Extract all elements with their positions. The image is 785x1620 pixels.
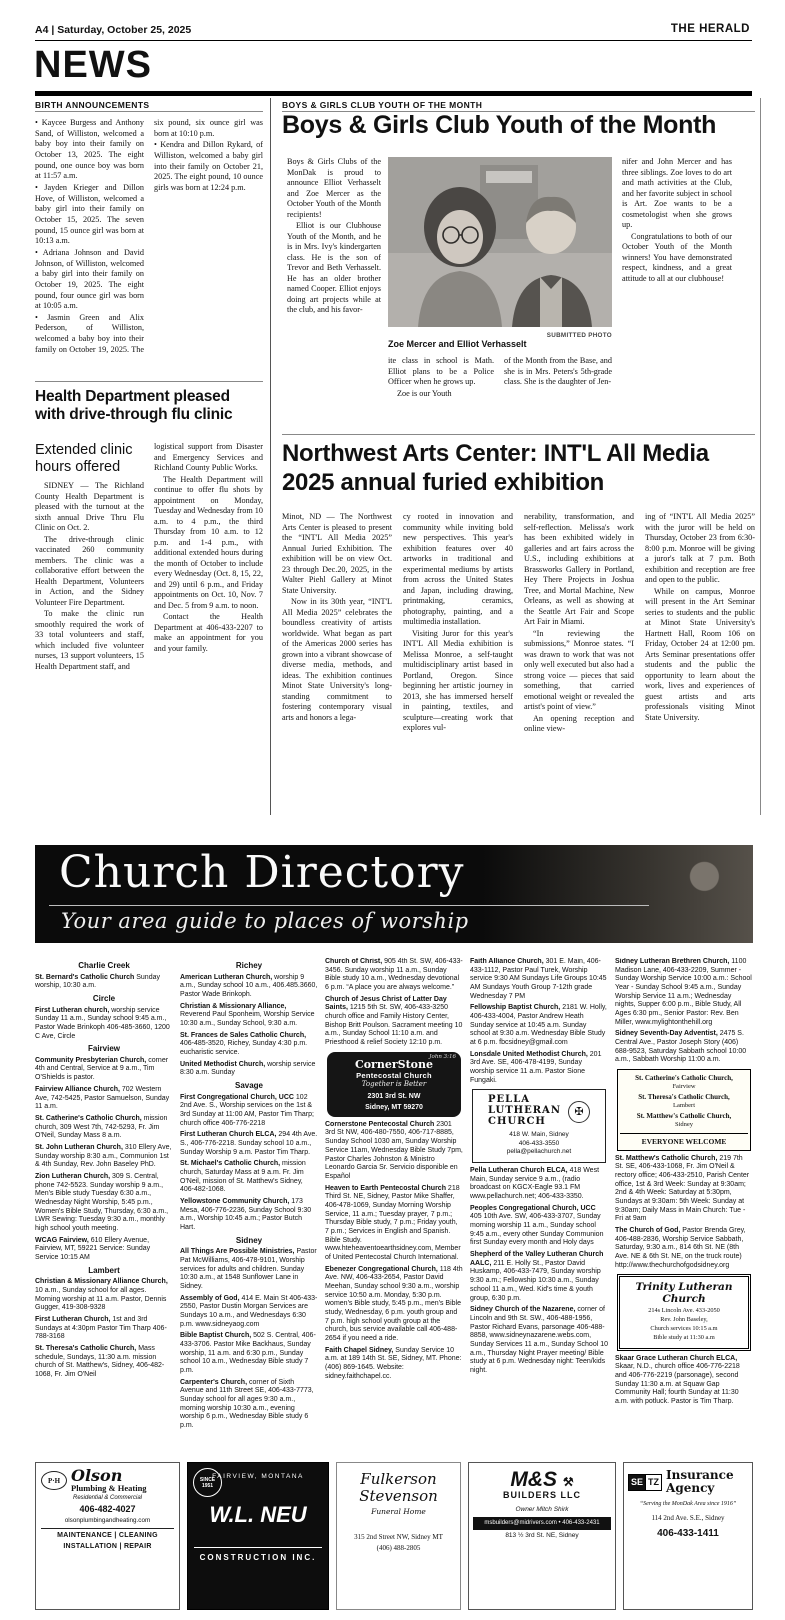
directory-column-5 — [615, 958, 753, 1455]
pella-name-line: LUTHERAN — [488, 1105, 561, 1117]
olson-plumbing-ad — [35, 1462, 180, 1610]
church-listing: Fairview Alliance Church, 702 Western Ave, 742-5425, Pastor Samuelson, Sunday 11 a.m. — [35, 1085, 170, 1111]
article-paragraph: logistical support from Disaster and Emergency Services and Richland County Public Works. — [154, 442, 263, 472]
church-listing: Faith Alliance Church, 301 E. Main, 406-433-1112, Pastor Paul Turek, Worship service 9:30 AM Sundays Life Groups 10:45 AM Sundays Youth Group 7-12th grade Wednesday 7 PM — [470, 958, 607, 1000]
advertising-row — [35, 1462, 753, 1610]
article-paragraph: The Health Department will continue to offer flu shots by appointment on Monday, Tuesday and Wednesday from 10 a.m. to 4 p.m., the third Thursday from 10 a.m. to 12 p.m. and 1-4 p.m., with additional extended hours during the month of October to include every Wednesday (Oct. 8, 15, 22, and 29) until 6 p.m., and Friday appointments on Oct. 10, Nov. 7 and Dec. 5 from 9 a.m. to noon. — [154, 474, 263, 610]
directory-column-4 — [470, 958, 608, 1455]
wl-neu-construction-ad — [187, 1462, 329, 1610]
ms-builders-owner: Owner Mitch Shirk — [515, 1505, 569, 1513]
masthead-title: THE HERALD — [670, 23, 750, 35]
directory-column-1 — [35, 958, 173, 1455]
boys-article-column-3 — [504, 356, 612, 432]
banner-title: Church Directory — [59, 847, 465, 898]
fulkerson-name-1: Fulkerson — [360, 1470, 437, 1488]
photo-credit: SUBMITTED PHOTO — [546, 332, 612, 339]
birth-announcements-list — [35, 118, 263, 376]
column-divider — [760, 98, 761, 815]
cornerstone-church-ad — [327, 1052, 461, 1117]
welcome-church-town: Lambert — [672, 1102, 696, 1109]
article-paragraph: Congratulations to both of our October Youth of the Month winners! You have demonstrated respect, kindness, and a great attitude to all at our clubhouse! — [622, 231, 732, 283]
church-listing: Shepherd of the Valley Lutheran Church AALC, 211 E. Holly St., Pastor David Huskamp, 406-433-7479, Sunday worship 9:30 a.m.; Fellowship 10:30 a.m., Sunday school 11 a.m., Wed. Kid's time & youth group, 6:30 p.m. — [470, 1251, 604, 1302]
article-paragraph: ite class in school is Math. Elliot plans to be a Police Officer when he grows up. — [388, 356, 494, 386]
arts-article-column-4 — [645, 512, 755, 814]
church-listing: St. Catherine's Catholic Church, mission church, 309 West 7th, 742-5293, Fr. Jim O'Neil, Sunday Mass 8 a.m. — [35, 1114, 168, 1140]
cornerstone-subtitle: Pentecostal Church — [356, 1070, 432, 1080]
olson-subtitle: Plumbing & Heating — [71, 1483, 147, 1493]
church-listing: American Lutheran Church, worship 9 a.m., Sunday school 10 a.m., 406.485.3660, Pastor Wade Brinkoph. — [180, 973, 318, 998]
header-divider — [35, 40, 752, 41]
article-paragraph: To make the clinic run smoothly required the work of 33 total volunteers and staff, which included five volunteer nurses, 13 support volunteers, 15 Health Department staff, and — [35, 609, 144, 671]
birth-announcement: • Adriana Johnson and David Johnson, of Williston, welcomed a baby girl into their family on October 19, 2025. The eight pound, four ounce girl was born at 10:05 a.m. — [35, 247, 144, 311]
trinity-church-ad — [617, 1274, 751, 1350]
directory-column-2 — [180, 958, 318, 1455]
arts-article-headline: Northwest Arts Center: INT'L All Media 2025 annual furied exhibition — [282, 440, 709, 496]
banner-subtitle: Your area guide to places of worship — [61, 909, 469, 933]
article-paragraph: Now in its 30th year, “INT'L All Media 2025” celebrates the boundless creativity of artists worldwide. What began as part of the Americas 2000 series has grown into a vibrant showcase of diverse media, methods, and ideas. The exhibition continues Minot State University's long-standing commitment to fostering contemporary visual arts and honors a lega- — [282, 597, 392, 722]
article-divider — [35, 381, 263, 382]
church-listing: St. Theresa's Catholic Church, Mass schedule, Sundays, 11:30 a.m. mission church of St. Matthew's, Sidney, 406-482-1068, Fr. Jim O'Neil — [35, 1344, 165, 1378]
bible-verse-ribbon: John 3:16 — [429, 1053, 456, 1060]
ms-builders-ad — [468, 1462, 616, 1610]
olson-tagline: Residential & Commercial — [72, 1494, 143, 1501]
pella-church-ad — [472, 1089, 606, 1163]
ms-builders-logo — [473, 1469, 611, 1490]
corn极erstone-address-1: 2301 3rd St. NW — [367, 1092, 421, 1100]
directory-town-heading: Circle — [92, 993, 116, 1003]
article-paragraph: nerability, transformation, and self-reflection. Melissa's work has been exhibited widely in galleries and art fairs across the U.S., including exhibitions at Brassworks Gallery in Portland, Hey There Projects in Joshua Tree, and Mortal Machine, New Orleans, as well as showing at the Seattle Art Fair and Scope Art Fair in Miami. — [524, 512, 634, 626]
directory-column-3 — [325, 958, 463, 1455]
arts-article-column-2 — [403, 512, 513, 814]
church-listing: St. Michael's Catholic Church, mission church, Saturday Mass at 9 a.m. Fr. Jim O'Neil, mission of St. Matthew's Sidney, 406-482-1068. — [180, 1160, 306, 1194]
trinity-bible-study: Bible study at 11:30 a.m — [653, 1333, 715, 1341]
birth-announcement: • Kendra and Dillon Rykard, of Williston, welcomed a baby girl into their family on October 21, 2025. The eight pound, 10 ounce girls was born at 12:24 p.m. — [154, 140, 263, 192]
church-listing: Pella Lutheran Church ELCA, 418 West Main, Sunday service 9 a.m., (radio broadcast on KGCX-Eagle 93.1 FM www.pellachurch.net; 406-433-3350. — [470, 1167, 600, 1201]
boys-article-column-2 — [388, 356, 494, 432]
pella-name-line: CHURCH — [488, 1116, 546, 1127]
article-paragraph: “In reviewing the submissions,” Monroe states. “I was drawn to work that was not only well executed but also had a strong voice — pieces that said something, that carried emotional weight or revealed the artist's point of view.” — [524, 628, 634, 711]
article-paragraph: Boys & Girls Clubs of the MonDak is proud to announce Elliot Verhasselt and Zoe Mercer as the October Youth of the Month recipients! — [287, 157, 381, 219]
church-listing: Fellowship Baptist Church, 2181 W. Holly, 406-433-4004, Pastor Andrew Heath Sunday service at 10:45 a.m. Sunday school at 9:30 a.m. Wednesday Bible Study at 6 p.m. fbcsidney@gmail.com — [470, 1004, 607, 1047]
article-paragraph: ing of “INT'L All Media 2025” with the juror will be held on Thursday, October 23 from 6:30-8:00 p.m. Monroe will be giving a juror's talk at 7 p.m. Both exhibition and reception are free and open to the public. — [645, 512, 755, 584]
neu-city: FAIRVIEW, MONTANA — [212, 1473, 304, 1480]
arts-article-column-3 — [524, 512, 634, 814]
section-title: NEWS — [34, 44, 152, 86]
olson-service-line: MAINTENANCE | CLEANING — [57, 1532, 158, 1540]
hammer-icon: ⚒ — [562, 1475, 574, 1489]
page-folio: A4 | Saturday, October 25, 2025 — [35, 24, 192, 36]
health-article-column-2 — [154, 442, 263, 814]
article-paragraph: Elliot is our Clubhouse Youth of the Month, and he is in Mrs. Ivy's kindergarten class. He is the son of Trevor and Beth Verhasselt. He has an older brother named Cooper. Elliot enjoys doing art projects while at the club, and his favor- — [287, 221, 381, 314]
directory-town-heading: Fairview — [87, 1044, 120, 1054]
boys-article-column-1 — [287, 157, 381, 355]
column-divider — [270, 98, 271, 815]
church-listing: Christian & Missionary Alliance, Reverend Paul Sponheim, Worship Service 10:30 a.m., Sunday School, 9:30 a.m. — [180, 1002, 315, 1027]
seitz-logo-right: TZ — [645, 1475, 661, 1490]
church-listing: The Church of God, Pastor Brenda Grey, 406-488-2836, Worship Service Sabbath, Saturday, 9:30 a.m., 814 6th St. NE (8th Ave. NE & 6th St. NE, on the truck route) http://www.thechurchofgodsidney.org — [615, 1227, 746, 1269]
photo-caption: Zoe Mercer and Elliot Verhasselt — [388, 339, 527, 349]
church-listing: Community Presbyterian Church, corner 4th and Central, Service at 9 a.m., Tim O'Shields is pastor. — [35, 1056, 169, 1082]
boys-article-headline: Boys & Girls Club Youth of the Month — [282, 111, 717, 139]
article-paragraph: An opening reception and online view- — [524, 713, 634, 733]
directory-town-heading: Sidney — [235, 1235, 263, 1245]
welcome-church-name: St. Catherine's Catholic Church, — [635, 1074, 733, 1083]
pella-name — [488, 1095, 561, 1127]
church-listing: Skaar Grace Lutheran Church ELCA, Skaar, N.D., church office 406-776-2218 and 406-776-2219 (parsonage), second Sunday 11:30 a.m. at Squaw Gap Community Hall; fourth Sunday at 11:30 a.m. with potluck. Pastor is Tim Tharp. — [615, 1354, 740, 1406]
pella-phone: 406-433-3550 — [518, 1139, 560, 1147]
seitz-logo-left: SE — [629, 1475, 645, 1490]
banner-divider — [49, 905, 649, 906]
catholic-churches-welcome-ad — [617, 1069, 751, 1151]
seitz-phone: 406-433-1411 — [657, 1528, 719, 1540]
birth-announcement: • Jayden Krieger and Dillon Hove, of Williston, welcomed a baby girl into their family on October 15, 2025. The seven pound, 15 ounce girl was born at 10:13 a.m. — [35, 182, 144, 246]
welcome-church-name: St. Matthew's Catholic Church, — [636, 1112, 732, 1121]
fulkerson-funeral-home-ad — [336, 1462, 461, 1610]
neu-name: W.L. NEU — [209, 1501, 307, 1527]
pella-name-line: PELLA — [488, 1094, 530, 1106]
pella-contact — [476, 1131, 602, 1157]
olson-service-line: INSTALLATION | REPAIR — [63, 1543, 152, 1551]
cornerstone-address-2: Sidney, MT 59270 — [365, 1103, 423, 1111]
since-1951-badge: SINCE 1951 — [193, 1468, 222, 1497]
ms-builders-contact: msbuilders@midrivers.com • 406-433-2431 — [473, 1517, 611, 1530]
youth-of-the-month-photo — [388, 157, 612, 327]
olson-website: olsonplumbingandheating.com — [64, 1516, 151, 1524]
church-listing: All Things Are Possible Ministries, Pastor Pat McWilliams, 406-478-9101, Worship services for adults and children. Sunday 10:30 a.m., at 1548 Sunflower Lane in Sidney. — [180, 1248, 317, 1290]
olson-phone: 406-482-4027 — [79, 1504, 136, 1515]
cornerstone-logo: CornerStone — [354, 1057, 434, 1071]
article-paragraph: Contact the Health Department at 406-433-2207 to make an appointment for you and your family. — [154, 612, 263, 653]
ms-builders-subtitle: BUILDERS LLC — [503, 1490, 581, 1500]
trinity-name: Trinity Lutheran Church — [635, 1281, 733, 1305]
arts-article-column-1 — [282, 512, 392, 814]
olson-name: Olson — [71, 1466, 123, 1485]
article-divider — [282, 434, 755, 435]
kicker-divider — [35, 111, 263, 112]
church-listing: St. Matthew's Catholic Church, 219 7th St. SE, 406-433-1068, Fr. Jim O'Neil & rectory office; 406-433-2510, Parish Center office, 1st & 3rd Week: Sunday at 9:30am; 2nd & 4th Week: Saturday at 5:30pm, Sundays at 9:30am: 5th Week: Sunday at 9:30am; Daily Mass in Main Church: Tue - Fri at 9am — [615, 1154, 750, 1223]
church-directory-listings — [35, 958, 753, 1455]
photo-illustration — [388, 157, 612, 327]
church-listing: Christian & Missionary Alliance Church, 10 a.m., Sunday school for all ages. Morning worship at 11 a.m. Pastor, Dennis Gugger, 419-308-9328 — [35, 1278, 168, 1312]
fulkerson-subtitle: Funeral Home — [371, 1507, 426, 1516]
pella-email: pella@pellachurch.net — [506, 1148, 572, 1156]
birth-announcement: • Jasmin Green and Alix Pederson, of Williston, welcomed a baby boy into their family on October 19, 2025. The six pound, six ounce girl was born at 10:10 p.m. — [35, 118, 263, 354]
church-listing: Sidney Seventh-Day Adventist, 2475 S. Central Ave., Pastor Joseph Story (406) 688-9523, Saturday Sabbath school 10:00 a.m., Sabbath Worship 11:00 a.m. — [615, 1030, 747, 1064]
welcome-church-town: Sidney — [674, 1121, 694, 1129]
church-directory-banner — [35, 845, 753, 943]
church-listing: Ebenezer Congregational Church, 118 4th Ave. NW, 406-433-2654, Pastor David Meehan, Sunday school 9:30 a.m., worship service 10:50 a.m. Monday, 5:30 p.m. women's Bible study, 5:45 p.m., men's Bible study, Wednesday, 6 p.m. youth group and 7 p.m. high school youth group at the church, bus service available call 406-488-2654 if you need a ride. — [325, 1265, 463, 1342]
church-listing: Sidney Church of the Nazarene, corner of Lincoln and 9th St. SW., 406-488-1956, Pastor Richard Evans, parsonage 406-488-8858, www.sidneynazarene.webs.com, Sunday Services 11 a.m., Sunday School 10 a.m., Thursday Night Prayer meeting/ Bible study at 6 p.m. Wednesday night: Teen/kids night. — [470, 1306, 608, 1374]
trinity-services: Church services 10:15 a.m — [650, 1325, 718, 1333]
olson-services — [41, 1528, 174, 1553]
seitz-logo-icon — [628, 1474, 662, 1491]
church-listing: Heaven to Earth Pentecostal Church 218 Third St. NE, Sidney, Pastor Mike Shaffer, 406-478-1069, Sunday Morning Worship Service, 11 a.m.; Tuesday prayer, 7 p.m.; Thursday Bible study, 7 p.m.; Friday youth, 7 p.m.; Services in English and Spanish. Bible Study. www.hteheaventoearthsidney.com, Member of United Pentecostal Church International. — [325, 1184, 461, 1261]
article-paragraph: cy rooted in innovation and community while inviting bold new perspectives. This year's exhibition features over 40 artworks in traditional and experimental mediums by artists from across the United States and Japan, including drawing, printmaking, ceramics, photography, painting, and a multimedia installation. — [403, 512, 513, 626]
article-paragraph: Minot, ND — The Northwest Arts Center is pleased to present the “INT'L All Media 2025” Annual Juried Exhibition. The exhibition will be on view Oct. 23 through Dec.20, 2025, in the Walter Piehl Gallery at Minot State University. — [282, 512, 392, 595]
pella-address: 418 W. Main, Sidney — [509, 1130, 569, 1138]
health-article-column-1 — [35, 442, 144, 814]
church-listing: First Lutheran Church ELCA, 294 4th Ave. S., 406-776-2218. Sunday school 10 a.m., Sunday Worship 9 a.m. Pastor Tim Tharp. — [180, 1131, 318, 1156]
church-listing: Faith Chapel Sidney, Sunday Service 10 a.m. at 189 14th St. SE, Sidney, MT. Phone: (406) 869-1645. Website: sidney.faithchapel.cc. — [325, 1346, 462, 1380]
olson-monogram-icon: P·H — [41, 1471, 67, 1490]
church-listing: Lonsdale United Methodist Church, 201 3rd Ave. SE, 406-478-4199, Sunday worship service 11 a.m. Pastor Sione Fungaki. — [470, 1050, 602, 1084]
church-listing: Church of Christ, 905 4th St. SW, 406-433-3456. Sunday worship 11 a.m., Sunday Bible study 10 a.m., Wednesday devotional 6 p.m. “A place you are always welcome.” — [325, 958, 463, 992]
luther-rose-icon: ✠ — [568, 1101, 590, 1123]
directory-town-heading: Charlie Creek — [78, 961, 130, 970]
church-listing: Yellowstone Community Church, 173 Mesa, 406-776-2236, Sunday School 9:30 a.m., Worship 10:45 a.m.; Pastor Butch Hart. — [180, 1197, 312, 1231]
church-listing: Peoples Congregational Church, UCC 405 10th Ave. SW, 406-433-3707, Sunday morning worship 11 a.m., Sunday school 9:45 a.m., every other Sunday Communion first Sunday every month and Holy days — [470, 1204, 604, 1247]
fulkerson-name-2: Stevenson — [359, 1486, 438, 1505]
church-listing: First Lutheran church, worship service Sunday 11 a.m., Sunday school 9:45 a.m., Pastor Wade Brinkoph 406-485-3660, 1200 C Ave, Circle — [35, 1006, 170, 1040]
article-paragraph: While on campus, Monroe will present in the Art Seminar series to students and the public at Minot State University's Hartnett Hall, Room 106 on Friday, October 24 at 12:00 pm. Arts Seminar presentations offer students and the public the opportunity to learn about the work, lives and experiences of guest artists and arts professionals visiting Minot State University. — [645, 586, 755, 722]
fulkerson-phone: (406) 488-2805 — [376, 1544, 421, 1553]
church-listing: St. Bernard's Catholic Church Sunday worship, 10:30 a.m. — [35, 973, 160, 990]
trinity-address: 214s Lincoln Ave. 433-2050 — [648, 1307, 720, 1315]
ms-builders-address: 813 ½ 3rd St. NE, Sidney — [505, 1532, 579, 1540]
directory-town-heading: Lambert — [88, 1265, 120, 1275]
church-listing: St. Frances de Sales Catholic Church, 406-485-3520, Richey, Sunday 4:30 p.m. eucharistic service. — [180, 1031, 308, 1056]
church-listing: First Congregational Church, UCC 102 2nd Ave. S., Worship services on the 1st & 3rd Sunday at 11:00 AM, Pastor Tim Tharp; church office 406-776-2218 — [180, 1093, 314, 1127]
boys-article-column-4 — [622, 157, 732, 433]
birth-announcements-kicker: BIRTH ANNOUNCEMENTS — [35, 100, 150, 110]
church-listing: WCAG Fairview, 610 Ellery Avenue, Fairview, MT, 59221 Service: Sunday Service 10:15 AM — [35, 1236, 151, 1261]
article-paragraph: nifer and John Mercer and has three siblings. Zoe loves to do art and math activities at the Club, and her favorite subject in school is Art. Zoe wants to be a cosmetologist when she grows up. — [622, 157, 732, 229]
directory-town-heading: Savage — [234, 1080, 264, 1090]
birth-announcement: • Kaycee Burgess and Anthony Sand, of Williston, welcomed a baby boy into their family on October 13, 2025. The eight pound, one ounce boy was born at 11:57 a.m. — [35, 118, 144, 181]
church-listing: Carpenter's Church, corner of Sixth Avenue and 11th Street SE, 406-433-7773, Sunday school for all ages 9:30 a.m., morning worship 10:30 a.m., evening worship 6 p.m., Wednesday Bible study 6 p.m. — [180, 1378, 314, 1430]
fulkerson-address: 315 2nd Street NW, Sidney MT — [354, 1533, 443, 1541]
church-listing: Assembly of God, 414 E. Main St 406-433-2550, Pastor Dustin Morgan Services are Sundays 10 a.m., and Wednesdays 6:30 p.m. www.sidneyaog.com — [180, 1294, 318, 1328]
church-listing: Zion Lutheran Church, 309 S. Central, phone 742-5523. Sunday worship 9 a.m., Men's Bible study Tuesday 6:30 a.m., Wednesday Night Worship, 5:45 p.m., Women's Bible Study, Thursday, 6:30 a.m., LWR Sewing: Tuesday 9:30 a.m., monthly high school youth meeting. — [35, 1172, 169, 1232]
seitz-name: Insurance Agency — [666, 1468, 734, 1496]
church-listing: Bible Baptist Church, 502 S. Central, 406-433-3706. Pastor Mike Backhaus, Sunday worship, 11 a.m. and 6:30 p.m., Sunday school 10 a.m., Wednesday Bible study 7 p.m. — [180, 1332, 316, 1374]
church-listing: United Methodist Church, worship service 8:30 a.m. Sunday — [180, 1060, 316, 1077]
cornerstone-tagline: Together is Better — [361, 1080, 427, 1089]
health-article-headline: Health Department pleased with drive-through flu clinic — [35, 388, 233, 423]
welcome-church-town: Fairview — [672, 1082, 696, 1090]
article-paragraph: SIDNEY — The Richland County Health Department is pleased with the turnout at the sixth annual Drive Thru Flu Clinic on Oct. 2. — [35, 481, 144, 533]
church-listing: St. John Lutheran Church, 310 Ellery Ave, Sunday worship 8:30 a.m., Communion 1st & 4th Sunday, Rev. John Baseley PhD. — [35, 1143, 172, 1169]
welcome-tagline: EVERYONE WELCOME — [620, 1133, 748, 1146]
section-divider-bar — [35, 91, 752, 96]
seitz-tagline: “Serving the MonDak Area since 1916” — [639, 1501, 737, 1508]
health-article-deck: Extended clinic hours offered — [35, 442, 133, 475]
church-listing: Sidney Lutheran Brethren Church, 1100 Madison Lane, 406-433-2209, Summer - Sunday Worship Service 10:00 a.m.: School Year - Sunday School 9:45 a.m., Sunday Worship Service 11 a.m.; Wednesday nights, Supper 6:00 p.m., Bible Study, All Ages 6:30 pm., Senior Pastor: Rev. Ben Miller, www.mylightonthehill.org — [615, 958, 752, 1026]
church-listing: First Lutheran Church, 1st and 3rd Sundays at 4:30pm Pastor Tim Tharp 406-788-3168 — [35, 1315, 167, 1341]
article-paragraph: Zoe is our Youth — [397, 388, 452, 398]
banner-church-photo — [483, 845, 753, 943]
seitz-insurance-ad — [623, 1462, 753, 1610]
church-listing: Cornerstone Pentecostal Church 2301 3rd St NW, 406-480-7550, 406-717-8885, Sunday School 1030 am, Sunday Worship Service 11am, Wednesday Bible Study 7pm, Pastor Charles Johnston & Ministro Leonardo Garcia Sr. Servicio disponible en Español — [325, 1120, 463, 1180]
seitz-address: 114 2nd Ave. S.E., Sidney — [651, 1513, 725, 1522]
neu-subtitle: CONSTRUCTION INC. — [194, 1547, 322, 1563]
directory-town-heading: Richey — [235, 961, 263, 970]
welcome-church-name: St. Theresa's Catholic Church, — [638, 1093, 730, 1102]
church-listing: Church of Jesus Christ of Latter Day Saints, 1215 5th St. SW, 406-433-3250 church office and Family History Center, Bishop Britt Poulson. Sacrament meeting 10 a.m., Sunday School 11:10 a.m. and Priesthood & relief Society 12:10 p.m. — [325, 995, 463, 1047]
article-paragraph: Visiting Juror for this year's INT'L All Media exhibition is Melissa Monroe, a self-taught multidisciplinary artist based in Portland, Oregon. Since beginning her artistic journey in 2013, she has immersed herself in painting, textiles, and sculpture—creating work that explores vul- — [403, 628, 513, 732]
ms-logo-text: M&S — [510, 1468, 558, 1491]
trinity-pastor: Rev. John Baseley, — [660, 1316, 708, 1324]
article-paragraph: The drive-through clinic vaccinated 260 community members. The clinic was a collaborative effort between the Health Department, Volunteers in Action, and the Sidney Volunteer Fire Department. — [35, 534, 144, 607]
boys-girls-kicker: BOYS & GIRLS CLUB YOUTH OF THE MONTH — [282, 100, 483, 110]
article-paragraph: of the Month from the Base, and she is in Mrs. Peters's 5th-grade class. She is the daughter of Jen- — [504, 356, 612, 386]
